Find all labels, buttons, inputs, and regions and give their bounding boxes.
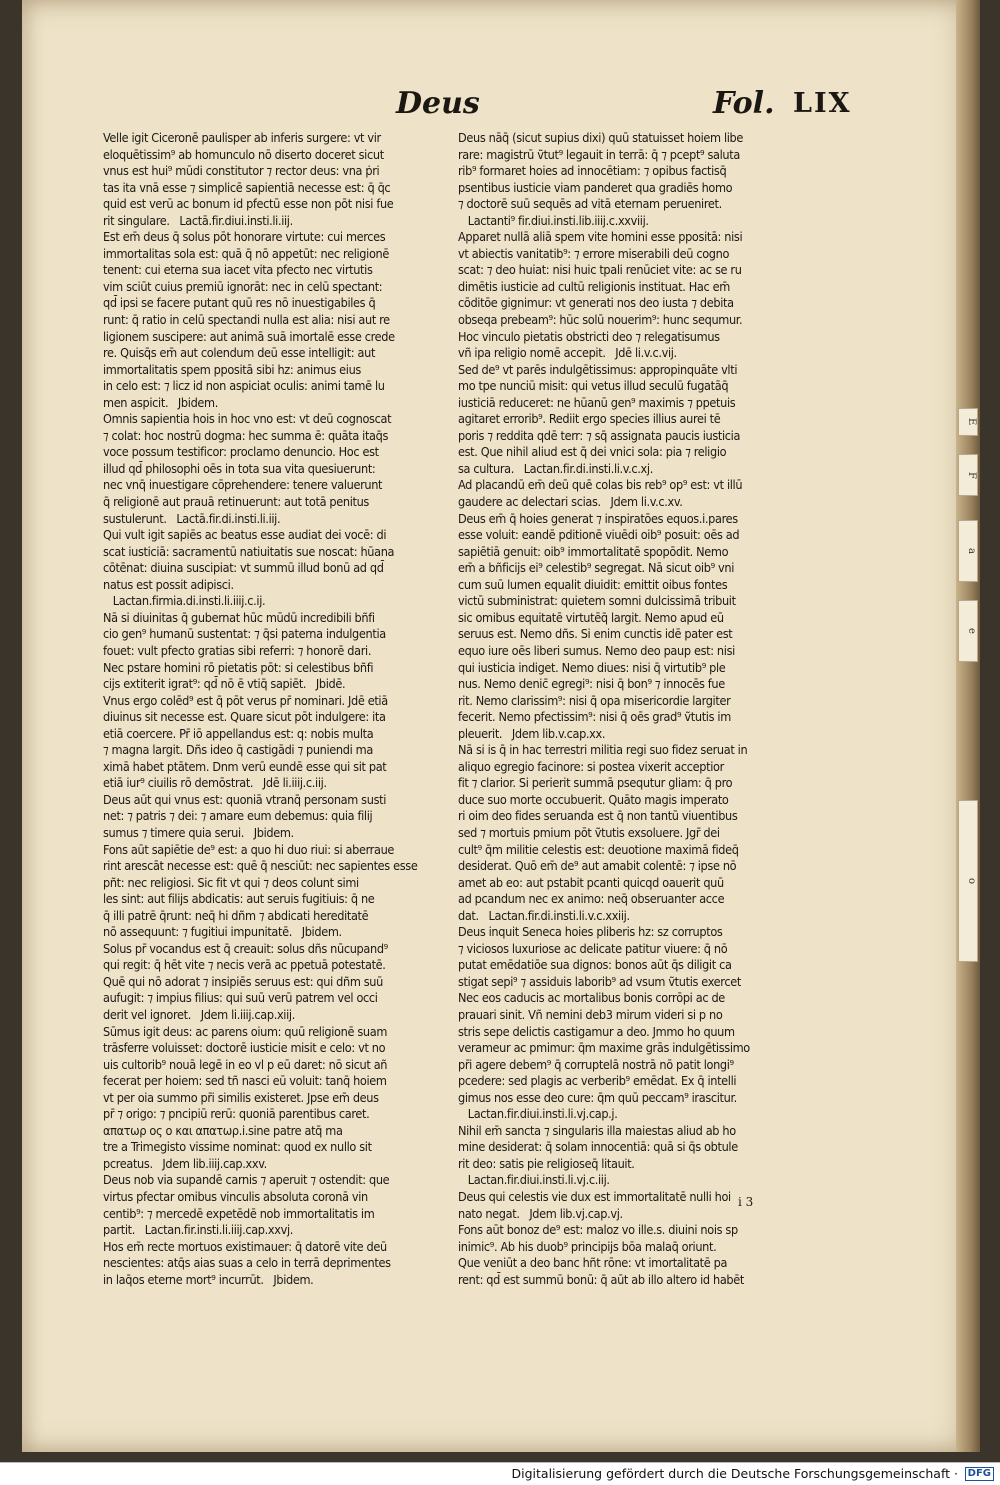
left-text-column (103, 130, 453, 1288)
text-line: rit deo: satis pie religioseq̄ litauit. (458, 1155, 635, 1171)
text-line: ad pcandum nec ex animo: neq̄ obseruanter acce (458, 891, 725, 907)
text-line: Nec eos caducis ac mortalibus bonis corrōpi ac de (458, 990, 725, 1006)
text-line: Lactan.fir.diui.insti.li.vj.c.iij. (458, 1172, 610, 1188)
text-line: cum suū lumen equalit diuidit: emittit oibus fontes (458, 576, 728, 592)
text-line: virtus pfectar omibus vinculis absoluta coronā vin (103, 1189, 368, 1204)
text-line: mo tpe nunciū misit: qui vetus illud seculū fugatāq̄ (458, 378, 729, 394)
text-line: nec vnq̄ inuestigare cōprehendere: tenere valuerunt (103, 477, 383, 493)
text-line: Deus qui celestis vie dux est immortalitatē nulli hoi (458, 1189, 731, 1204)
text-line: fecerit. Nemo pfectissim⁹: nisi q̄ oēs grad⁹ ṽtutis im (458, 709, 731, 725)
text-line: etiā iur⁹ ciuilis rō demōstrat. Jdē li.iiij.c.iij. (103, 775, 327, 791)
text-line: rib⁹ formaret hoies ad innocētiam: ⁊ opibus factisq̄ (458, 163, 727, 179)
text-line: prauari sinit. Vñ nemini deb3 mirum videri si p no (458, 1006, 723, 1022)
text-line: putat emēdatiōe sua dignos: bonos aūt q̄s diligit ca (458, 957, 732, 973)
text-line: dimētis iusticie ad cultū religionis instituat. Hac em̄ (458, 278, 730, 294)
text-line: desiderat. Quō em̄ de⁹ aut amabit colentē: ⁊ ipse nō (458, 858, 737, 874)
text-line: vñ ipa religio nomē accepit. Jdē li.v.c.vij. (458, 345, 677, 361)
text-line: scat: ⁊ deo huiat: nisi huic tpali renūciet vite: ac se ru (458, 262, 742, 278)
text-line: verameur ac pmimur: q̄m maxime grās indulgētissimo (458, 1040, 750, 1056)
text-line: q̄ illi patrē q̄runt: neq̄ hi dñm ⁊ abdicati hereditatē (103, 907, 369, 923)
text-line: pr̄i agere debem⁹ q̄ corruptelā nostrā nō patit longi⁹ (458, 1056, 734, 1072)
text-line: rit singulare. Lactā.fir.diui.insti.li.iij. (103, 212, 293, 228)
text-line: Nā si diuinitas q̄ gubernat hūc mūdū incredibili bñfi (103, 609, 375, 625)
edge-tab-2: F (958, 454, 978, 496)
text-line: in celo est: ⁊ licz id non aspiciat oculis: animi tamē lu (103, 378, 385, 394)
text-line: Est em̄ deus q̄ solus pōt honorare virtute: cui merces (103, 229, 386, 245)
text-line: Deus inquit Seneca hoies pliberis hz: sz corruptos (458, 924, 723, 940)
text-line: Sūmus igit deus: ac parens oium: quū religionē suam (103, 1023, 388, 1039)
text-line: duce suo morte occubuerit. Quāto magis imperato (458, 791, 729, 807)
text-line: rent: qd̄ est summū bonū: q̄ aūt ab illo altero id habēt (458, 1271, 744, 1287)
text-line: est. Que nihil aliud est q̄ dei vnici sola: pia ⁊ religio (458, 444, 727, 460)
text-line: uis cultorib⁹ nouā legē in eo vl p eū daret: nō sicut añ (103, 1056, 388, 1072)
edge-tab-4: e (958, 600, 978, 662)
text-line: equo iure oēs liberi sumus. Nemo deo paup est: nisi (458, 642, 735, 658)
text-line: les sint: aut filijs abdicatis: aut seruis fugitiuis: q̄ ne (103, 891, 375, 907)
text-line: vt per oia summo pr̄i similis existeret. Jpse em̄ deus (103, 1089, 379, 1105)
text-line: nato negat. Jdem lib.vj.cap.vj. (458, 1205, 623, 1221)
text-line: aufugit: ⁊ impius filius: qui suū verū patrem vel occi (103, 990, 378, 1006)
text-line: Fons aūt sapiētie de⁹ est: a quo hi duo riui: si aberraue (103, 841, 395, 857)
text-line: dat. Lactan.fir.di.insti.li.v.c.xxiij. (458, 907, 630, 923)
text-line: Deus nāq̄ (sicut supius dixi) quū statuisset hoiem libe (458, 130, 744, 145)
page-edge (956, 0, 980, 1452)
text-line: inimic⁹. Ab his duob⁹ principijs bōa malaq̄ oriunt. (458, 1238, 717, 1254)
text-line: fit ⁊ clarior. Si perierit summā psequtur gliam: q̄ pro (458, 775, 733, 791)
text-line: qui iusticia indiget. Nemo diues: nisi q̄ virtutib⁹ ple (458, 659, 726, 675)
text-line: sic omibus equitatē virtutēq̄ largit. Nemo apud eū (458, 609, 724, 625)
text-line: em̄ a bñficijs ei⁹ celestib⁹ segregat. Nā sicut oib⁹ vni (458, 560, 734, 576)
text-line: men aspicit. Jbidem. (103, 394, 218, 410)
text-line: scat iusticiā: sacramentū natiuitatis sue noscat: hūana (103, 543, 395, 559)
text-line: pñt: nec religiosi. Sic fit vt qui ⁊ deos colunt simi (103, 874, 359, 890)
text-line: obseqa prebeam⁹: hūc solū nouerim⁹: hunc sequmur. (458, 312, 743, 328)
text-line: re. Quisq̄s em̄ aut colendum deū esse intelligit: aut (103, 345, 376, 361)
text-line: ⁊ colat: hoc nostrū dogma: hec summa ē: quāta itaq̄s (103, 427, 389, 443)
text-line: ligionem suscipere: aut animā suā imortalē esse crede (103, 328, 395, 344)
text-line: in laq̄os eterne mort⁹ incurrūt. Jbidem. (103, 1271, 314, 1287)
text-line: esse voluit: eandē pditionē viuēdi oib⁹ posuit: oēs ad (458, 527, 740, 543)
text-line: pcedere: sed plagis ac verberib⁹ emēdat. Ex q̄ intelli (458, 1073, 737, 1089)
text-line: aliquo egregio facinore: si postea vixerit acceptior (458, 758, 724, 774)
text-line: Sed de⁹ vt parēs indulgētissimus: appropinquāte vlti (458, 361, 738, 377)
text-line: etiā coercere. Pr̄ iō appellandus est: q: nobis multa (103, 725, 374, 741)
text-line: ri oim deo fides seruanda est q̄ non tantū viuentibus (458, 808, 738, 824)
text-line: derit vel ignoret. Jdem li.iiij.cap.xiij. (103, 1006, 295, 1022)
text-line: fouet: vult pfecto gratias sibi referri: ⁊ honorē dari. (103, 642, 372, 658)
text-line: rare: magistrū ṽtut⁹ legauit in terrā: q̄ ⁊ pcept⁹ saluta (458, 146, 740, 162)
text-line: eloquētissim⁹ ab homunculo nō diserto doceret sicut (103, 146, 384, 162)
text-line: Ad placandū em̄ deū quē colas bis reb⁹ op⁹ est: vt illū (458, 477, 743, 493)
text-line: victū subministrat: quietem somni dulcissimā tribuit (458, 593, 736, 609)
text-line: gimus nos esse deo cure: q̄m quū peccam⁹ irascitur. (458, 1089, 737, 1105)
text-line: gaudere ac delectari scias. Jdem li.v.c.xv. (458, 494, 683, 510)
text-line: rint arescāt necesse est: quē q̄ nesciūt: nec sapientes esse (103, 858, 418, 874)
footer-credit: Digitalisierung gefördert durch die Deutsche Forschungsgemeinschaft · (511, 1466, 958, 1481)
text-line: q̄ religionē aut prauā retinuerunt: aut totā penitus (103, 494, 369, 510)
text-line: nus. Nemo denic̄ egregi⁹: nisi q̄ bon⁹ ⁊ innocēs fue (458, 676, 725, 692)
text-line: Deus nob via supandē carnis ⁊ aperuit ⁊ ostendit: que (103, 1172, 390, 1188)
folio-number: LIX (793, 88, 852, 119)
text-line: immortalitas sola est: quā q̄ nō appetūt: nec religionē (103, 245, 389, 261)
text-line: centib⁹: ⁊ mercedē expetēdē nob immortalitatis im (103, 1205, 375, 1221)
text-line: pleuerit. Jdem lib.v.cap.xx. (458, 725, 606, 741)
text-line: vnus est hui⁹ mūdi constitutor ⁊ rector deus: vna ṗri (103, 163, 380, 179)
text-line: Que veniūt a deo banc hñt rōne: vt imortalitatē pa (458, 1255, 728, 1271)
text-line: sumus ⁊ timere quia serui. Jbidem. (103, 824, 294, 840)
text-line: ⁊ doctorē suū sequēs ad vitā eternam perueniret. (458, 196, 722, 212)
dfg-logo: DFG (965, 1467, 994, 1481)
text-line: sa cultura. Lactan.fir.di.insti.li.v.c.xj. (458, 460, 653, 476)
text-line: Lactan.fir.diui.insti.li.vj.cap.j. (458, 1106, 618, 1122)
right-text-column (458, 130, 808, 1288)
text-line: quid est verū ac bonum id pfectū esse non pōt nisi fue (103, 196, 394, 212)
text-line: tre a Trimegisto vissime nominat: quod ex nullo sit (103, 1139, 372, 1155)
text-line: sapiētiā genuit: oib⁹ immortalitatē spopōdit. Nemo (458, 543, 729, 559)
text-line: Deus aūt qui vnus est: quoniā vtranq̄ personam susti (103, 791, 387, 807)
text-line: cult⁹ q̄m militie celestis est: deuotione maximā fideq̄ (458, 841, 739, 857)
text-line: ⁊ viciosos luxuriose ac delicate patitur viuere: q̄ nō (458, 940, 728, 956)
text-line: rit. Nemo clarissim⁹: nisi q̄ opa misericordie largiter (458, 692, 731, 708)
page-running-title: Deus (396, 86, 480, 121)
text-line: Quē qui nō adorat ⁊ insipiēs seruus est: qui dñm suū (103, 973, 383, 989)
text-line: cijs extiterit igrat⁹: qd̄ nō ē vtiq̄ sapiēt. Jbidē. (103, 676, 346, 692)
text-line: illud qd̄ philosophi oēs in tota sua vita quesiuerunt: (103, 460, 376, 476)
text-line: seruus est. Nemo dñs. Si enim cunctis idē pater est (458, 626, 733, 642)
edge-tab-5: o (958, 800, 978, 962)
text-line: qd̄ ipsi se facere putant quū res nō inuestigabiles q̄ (103, 295, 376, 311)
text-line: immortalitatis spem ppositā sibi hz: animus eius (103, 361, 361, 377)
text-line: vim sciūt cuius premiū ignorāt: nec in celū spectant: (103, 278, 383, 294)
text-line: poris ⁊ reddita qdē terr: ⁊ sq̄ assignata paucis iusticia (458, 427, 741, 443)
text-line: fecerat per hoiem: sed tñ nasci eū voluit: tanq̄ hoiem (103, 1073, 387, 1089)
text-line: Omnis sapientia hois in hoc vno est: vt deū cognoscat (103, 411, 392, 427)
text-line: tenent: cui eterna sua iacet vita pfecto nec virtutis (103, 262, 373, 278)
text-line: ⁊ magna largit. Dñs ideo q̄ castigādi ⁊ puniendi ma (103, 742, 373, 758)
text-line: partit. Lactan.fir.insti.li.iiij.cap.xxvj. (103, 1222, 294, 1238)
text-line: mine desiderat: q̄ solam innocentiā: quā si q̄s obtule (458, 1139, 738, 1155)
folio-label: Fol. (713, 86, 775, 121)
text-line: cōtēnat: diuina suscipiat: vt summū illud bonū ad qd̄ (103, 560, 384, 576)
text-line: pcreatus. Jdem lib.iiij.cap.xxv. (103, 1155, 267, 1171)
text-line: sustulerunt. Lactā.fir.di.insti.li.iij. (103, 510, 281, 526)
text-line: iusticiā reduceret: ne hūanū gen⁹ maximis ⁊ ppetuis (458, 394, 736, 410)
text-line: Apparet nullā aliā spem vite homini esse ppositā: nisi (458, 229, 743, 245)
text-line: nescientes: atq̄s aias suas a celo in terrā deprimentes (103, 1255, 391, 1271)
text-line: stigat sepi⁹ ⁊ assiduis laborib⁹ ad vsum ṽtutis exercet (458, 973, 741, 989)
text-line: nō assequunt: ⁊ fugitiui impunitatē. Jbidem. (103, 924, 342, 940)
edge-tab-1: E (958, 408, 978, 436)
text-line: Solus pr̄ vocandus est q̄ creauit: solus dñs nūcupand⁹ (103, 940, 388, 956)
text-line: pr̄ ⁊ origo: ⁊ pncipiū rerū: quoniā parentibus caret. (103, 1106, 370, 1122)
text-line: diuinus sit necesse est. Quare sicut pōt indulgere: ita (103, 709, 386, 725)
text-line: runt: q̄ ratio in celū spectandi nulla est alia: nisi aut re (103, 312, 390, 328)
text-line: tas ita vnā esse ⁊ simplicē sapientiā necesse est: q̄ q̄c (103, 179, 391, 195)
text-line: ximā habet ptātem. Dnm verū eundē esse qui sit pat (103, 758, 387, 774)
text-line: Nihil em̄ sancta ⁊ singularis illa maiestas aliud ab ho (458, 1122, 736, 1138)
text-line: Lactanti⁹ fir.diui.insti.lib.iiij.c.xxviij. (458, 212, 649, 228)
text-line: Nā si is q̄ in hac terrestri militia regi suo fidez seruat in (458, 742, 748, 758)
text-line: trāsferre voluisset: doctorē iusticie misit e celo: vt no (103, 1040, 386, 1056)
text-line: Vnus ergo colēd⁹ est q̄ pōt verus pr̄ nominari. Jdē etiā (103, 692, 388, 708)
text-line: voce possum testificor: proclamo denuncio. Hoc est (103, 444, 379, 460)
text-line: Deus em̄ q̄ hoies generat ⁊ inspiratōes equos.i.pares (458, 510, 738, 526)
signature-mark: i 3 (738, 1195, 754, 1209)
text-line: Lactan.firmia.di.insti.li.iiij.c.ij. (103, 593, 266, 609)
text-line: Hoc vinculo pietatis obstricti deo ⁊ relegatisumus (458, 328, 720, 344)
text-line: qui regit: q̄ hēt vite ⁊ necis verā ac ppetuā potestatē. (103, 957, 386, 973)
text-line: psentibus iusticie viam panderet qua gradiēs homo (458, 179, 733, 195)
text-line: agitaret errorib⁹. Rediit ergo species illius aurei tē (458, 411, 721, 427)
text-line: net: ⁊ patris ⁊ dei: ⁊ amare eum debemus: quia filij (103, 808, 373, 824)
text-line: Velle igit Ciceronē paulisper ab inferis surgere: vt vir (103, 130, 381, 145)
text-line: natus est possit adipisci. (103, 576, 234, 592)
text-line: απατωρ ος ο και απατωρ.i.sine patre atq̄ ma (103, 1122, 343, 1138)
text-line: sed ⁊ mortuis pmium pōt ṽtutis exsoluere. Jgr̄ dei (458, 824, 720, 840)
text-line: Hos em̄ recte mortuos existimauer: q̄ datorē vite deū (103, 1238, 387, 1254)
text-line: cōditōe gignimur: vt generati nos deo iusta ⁊ debita (458, 295, 734, 311)
footer-bar (0, 1462, 1000, 1485)
text-line: Fons aūt bonoz de⁹ est: maloz vo ille.s. diuini nois sp (458, 1222, 738, 1238)
text-line: Nec pstare homini rō pietatis pōt: si celestibus bñfi (103, 659, 374, 675)
edge-tab-3: a (958, 520, 978, 582)
text-line: stris sepe delictis castigamur a deo. Jmmo ho quum (458, 1023, 735, 1039)
text-line: cio gen⁹ humanū sustentat: ⁊ q̄si paterna indulgentia (103, 626, 386, 642)
text-line: amet ab eo: aut pstabit pcanti quicqd oauerit quū (458, 874, 724, 890)
text-line: vt abiectis vanitatib⁹: ⁊ errore miserabili deū cogno (458, 245, 730, 261)
text-line: Qui vult igit sapiēs ac beatus esse audiat dei vocē: di (103, 527, 387, 543)
